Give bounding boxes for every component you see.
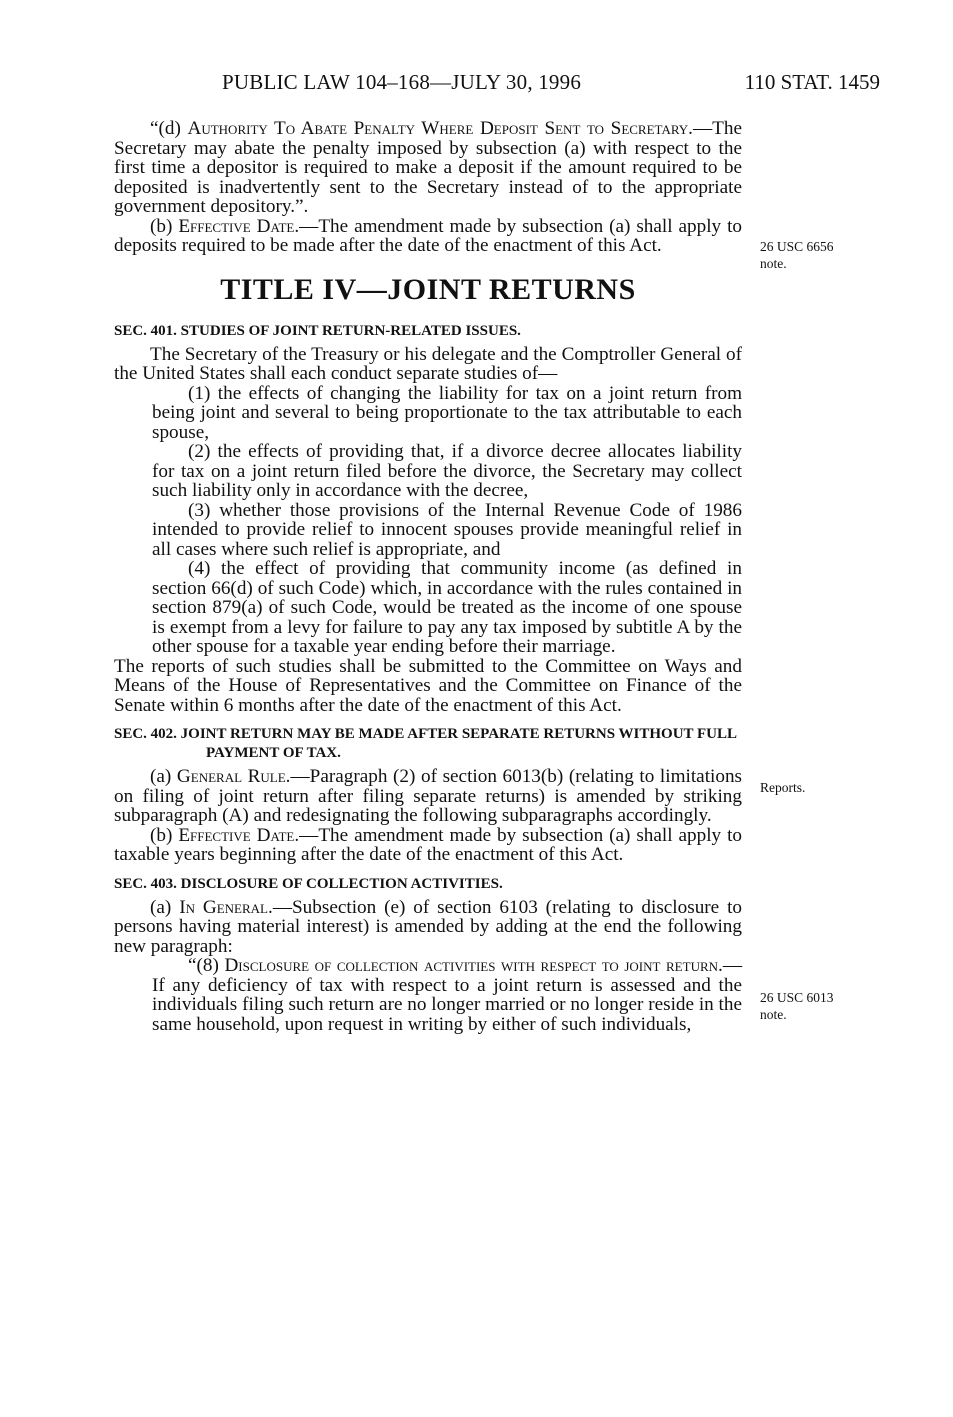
margin-note-line: 26 USC 6013: [760, 990, 834, 1005]
section-402-b: (b) Effective Date.—The amendment made by subsection (a) shall apply to taxable years beginning after the date of the enactment of this Act.: [114, 824, 743, 865]
margin-note-26-usc-6013: [760, 989, 834, 1023]
title-heading: TITLE IV—JOINT RETURNS: [220, 272, 636, 306]
paragraph-heading: Authority To Abate Penalty Where Deposit Sent to Secretary.: [187, 118, 693, 139]
paragraph-heading: Effective Date.: [178, 824, 300, 846]
paragraph-heading: General Rule.: [176, 766, 291, 787]
margin-note-line: note.: [760, 256, 787, 271]
running-head: PUBLIC LAW 104–168—JULY 30, 1996: [222, 70, 582, 94]
section-401-closing: The reports of such studies shall be submitted to the Committee on Ways and Means of the House of Representatives and the Committee on Finance of the Senate within 6 months after the date of the enactment of this Act.: [114, 655, 742, 716]
section-402-heading: SEC. 402. JOINT RETURN MAY BE MADE AFTER SEPARATE RETURNS WITHOUT FULL PAYMENT OF TAX.: [114, 726, 737, 761]
stat-citation: 110 STAT. 1459: [744, 70, 880, 94]
section-401-heading: SEC. 401. STUDIES OF JOINT RETURN-RELATED ISSUES.: [114, 322, 521, 339]
list-item: (2) the effects of providing that, if a divorce decree allocates liability for tax on a joint return filed before the divorce, the Secretary may collect such liability only in accordance with the decree,: [152, 441, 742, 501]
paragraph-d-authority-to-abate: “(d) Authority To Abate Penalty Where Deposit Sent to Secretary.—The Secretary may abate the penalty imposed by subsection (a) with respect to the first time a depositor is required to make a deposit if the amount required to be deposited is inadvertently sent to the Secretary instead of to the appropriate government depository.”.: [114, 118, 743, 217]
margin-note-reports: [760, 779, 805, 796]
section-403-heading: SEC. 403. DISCLOSURE OF COLLECTION ACTIVITIES.: [114, 875, 503, 892]
list-item: (4) the effect of providing that community income (as defined in section 66(d) of such Code) which, in accordance with the rules contained in section 879(a) of such Code, would be treated as the income of one spouse is exempt from a levy for failure to pay any tax imposed by subtitle A by the other spouse for a taxable year ending before their marriage.: [152, 558, 742, 657]
quoted-paragraph-8: “(8) Disclosure of collection activities with respect to joint return.—If any deficiency of tax with respect to a joint return is assessed and the individuals filing such return are no longer married or no longer reside in the same household, upon request in writing by either of such individuals,: [152, 955, 742, 1035]
page-body: [114, 119, 742, 1034]
list-item: (3) whether those provisions of the Internal Revenue Code of 1986 intended to provide relief to innocent spouses provide meaningful relief in all cases where such relief is appropriate, and: [152, 499, 742, 560]
paragraph-b-effective-date: (b) Effective Date.—The amendment made by subsection (a) shall apply to deposits required to be made after the date of the enactment of this Act.: [114, 215, 743, 256]
margin-note-26-usc-6656: [760, 238, 834, 272]
paragraph-heading: Disclosure of collection activities with respect to joint return.: [224, 955, 723, 976]
section-401-intro: The Secretary of the Treasury or his delegate and the Comptroller General of the United States shall each conduct separate studies of—: [114, 343, 742, 384]
section-403-a: (a) In General.—Subsection (e) of section 6103 (relating to disclosure to persons having material interest) is amended by adding at the end the following new paragraph:: [114, 896, 743, 957]
margin-note-line: note.: [760, 1007, 787, 1022]
paragraph-heading: Effective Date.: [178, 215, 300, 237]
paragraph-heading: In General.: [179, 896, 273, 918]
margin-note-line: Reports.: [760, 780, 806, 795]
list-item: (1) the effects of changing the liability for tax on a joint return from being joint and several to being proportionate to the tax attributable to each spouse,: [152, 382, 742, 443]
margin-note-line: 26 USC 6656: [760, 239, 834, 254]
section-402-a: (a) General Rule.—Paragraph (2) of section 6013(b) (relating to limitations on filing of joint return after filing separate returns) is amended by striking subparagraph (A) and redesignating the following subparagraphs accordingly.: [114, 766, 743, 826]
